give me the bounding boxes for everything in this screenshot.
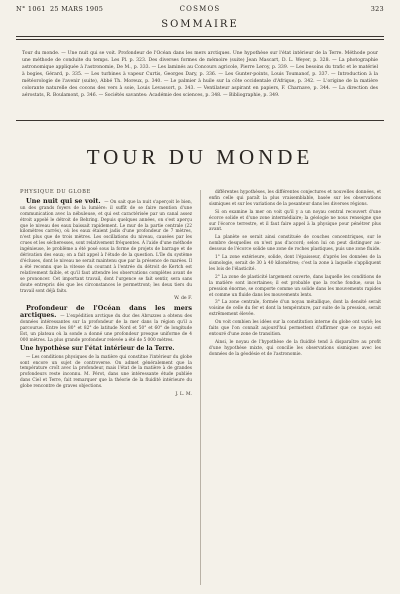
right-paragraph: 2° La zone de plasticité largement ouverte, dans laquelle les conditions de la matière sont incertaines; il est probable que la roche fondue, sous la pression énorme, se comporte comme un solide dans les mouvements rapides et comme un fluide dans les mouvements lents. (209, 274, 381, 298)
article-paragraph (20, 355, 192, 390)
page-number: 323 (370, 5, 384, 13)
article-signature: J. L. M. (175, 392, 192, 398)
right-paragraph: On voit combien les idées sur la constitution interne du globe ont varié; les faits que l'on connaît aujourd'hui permettent d'affirmer que ce noyau est entouré d'une zone de transition. (209, 320, 381, 337)
right-paragraph: La planète se serait ainsi constituée de couches concentriques, sur le nombre desquelles on n'est pas d'accord; selon lui on peut distinguer au-dessous de l'écorce solide une zone de roches plastiques, puis une zone fluide. (209, 235, 381, 253)
summary-bottom-rule (16, 120, 384, 121)
sommaire-title: SOMMAIRE (161, 19, 239, 30)
article-text: — On sait que la nuit s'aperçoit le bien, un des grands foyers de la lumière: il suffit de se faire mention d'une communication avec la nébuleuse, et qui est caractérisée par un canal assez étroit appelé le détroit de Behring. Depuis quelques années, on s'est aperçu que le niveau des eaux baissait rapidement. Le mur de la partie centrale (22 kilomètres carrés), où les eaux étaient jadis d'une profondeur de 7 mètres, n'est plus que de trois mètres. Les oscillations du niveau, causées par les crues et les sécheresses, sont relativement fréquentes. À l'aide d'une méthode ingénieuse, le problème a été posé sous la forme de projets de barrage et de dérivation des eaux; on a fait appel à l'étude de la question. L'île du système d'écluses, dont le niveau ne serait maintenu que par la présence de marées. Il a été reconnu que la vitesse du courant à l'entrée du détroit de Kertch est relativement faible, et qu'il faut attendre les observations complètes avant de se prononcer. Cet important travail, dont l'urgence se fait sentir, sera sans doute entrepris dès que les circonstances le permettront; les deux tiers du travail sont déjà faits. (20, 199, 193, 294)
article-paragraph (20, 196, 193, 295)
left-column (20, 190, 192, 402)
article-title: Profondeur de l'Océan dans les mers arctiques. (20, 304, 192, 320)
section-title: TOUR DU MONDE (86, 145, 314, 169)
issue-date: 25 MARS 1905 (50, 5, 104, 13)
article-title: Une nuit qui se voit. (26, 196, 101, 205)
sommaire-entry: Des diverses formes de mémoire (suite) Jean Mascart, D. L. Weyer, p. 328. — La photographie astronomique appliquée à l'astronomie, De M., p. 333. — Les laminés au Concours agricole, Pierre Leroy, p. 339. — Les besoins du trafic et le matériel à bogies, Gérard, p. 335. — Les turbines à vapeur Curtis, Georges Dary, p. 336. — Les Gunter-points, Louis Toumanof, p. 337. — Introduction à la météorologie de l'avenir (suite), Abbé Th. Moreux, p. 340. — Le palmier à huile sur la côte occidentale d'Afrique, p. 342. — L'origine de la matière colorante naturelle des cocons des vers à soie, Louis Levassort, p. 343. — Ventilateur aspirant en papiers, F. Charnave, p. 344. — La direction des aérostats, R. Boulamont, p. 346. — Sociétés savantes: Académie des sciences, p. 348. — Bibliographie, p. 349. (22, 58, 378, 98)
sommaire-body (22, 50, 378, 99)
issue-number: N° 1061 (16, 5, 46, 13)
right-paragraph: Si on examine la mer on voit qu'il y a un noyau central recouvert d'une écorce solide et d'une zone intermédiaire; la géologie ne nous renseigne que sur l'écorce terrestre, et il faut faire appel à la physique pour pénétrer plus avant. (209, 209, 381, 233)
right-paragraph: Ainsi, le noyau de l'hypothèse de la fluidité tend à disparaître au profit d'une hypothèse mixte, qui concilie les observations sismiques avec les données de la géodésie et de l'astronomie. (209, 339, 381, 357)
article-text: — L'expédition arctique du duc des Abruzzes a obtenu des données intéressantes sur la profondeur de la mer dans la région qu'il a parcourue. Entre les 80° et 82° de latitude Nord et 50° et 60° de longitude Est, un plateau où la sonde a donné une profondeur presque uniforme de 4 000 mètres. La plus grande profondeur relevée a été de 5 000 mètres. (20, 314, 192, 343)
article-title: Une hypothèse sur l'état intérieur de la Terre. (20, 344, 175, 352)
right-paragraph: 3° La zone centrale, formée d'un noyau métallique, dont la densité serait voisine de celle du fer et dont la température, par suite de la pression, serait extrêmement élevée. (209, 300, 381, 318)
running-head (16, 5, 384, 15)
right-paragraph: différentes hypothèses, les différentes conjectures et nouvelles données, et enfin celle qui paraît la plus vraisemblable, basée sur les observations sismiques et sur les variations de la pesanteur dans les diverses régions. (209, 190, 381, 207)
top-rule-thin (16, 39, 384, 40)
sommaire-entry: Tour du monde. — Une nuit qui se voit. Profondeur de l'Océan dans les mers arctiques. Une hypothèse sur l'état intérieur de la Terre. Méthode pour une méthode de conduite du temps. Les Pl. p. 323. (22, 51, 378, 63)
journal-name: COSMOS (179, 5, 221, 13)
article-text: — Les conditions physiques de la matière qui constitue l'intérieur du globe sont encore un sujet de controverse. On admet généralement que la température croît avec la profondeur, mais l'état de la matière à de grandes profondeurs reste inconnu. M. Pérot, dans une intéressante étude publiée dans Ciel et Terre, fait remarquer que la théorie de la fluidité intérieure du globe rencontre de graves objections. (20, 354, 192, 390)
top-rule (16, 36, 384, 37)
rubric-title: PHYSIQUE DU GLOBE (20, 189, 91, 195)
article-signature: W. de F. (174, 296, 192, 302)
right-column (209, 190, 381, 360)
article-paragraph (20, 306, 192, 343)
right-paragraph: 1° La zone extérieure, solide, dont l'épaisseur, d'après les données de la sismologie, serait de 30 à 40 kilomètres; c'est la zone à laquelle s'appliquent les lois de l'élasticité. (209, 255, 381, 272)
column-divider (200, 190, 201, 585)
